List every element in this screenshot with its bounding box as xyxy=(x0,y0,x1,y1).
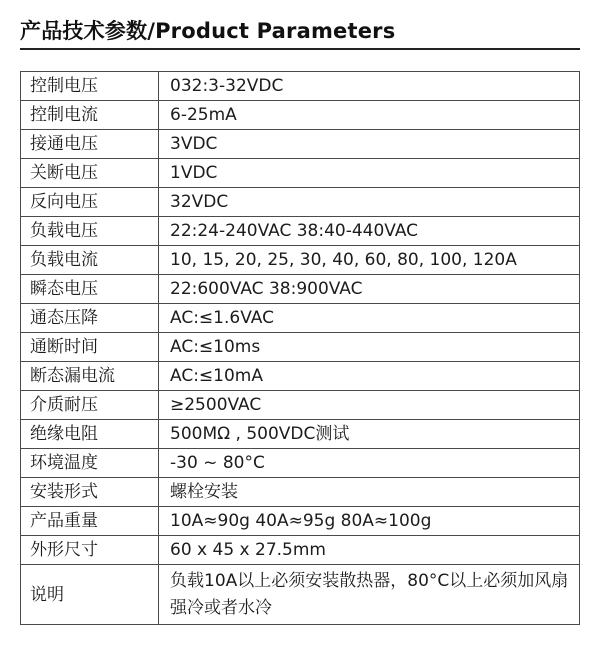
param-value: 032:3-32VDC xyxy=(159,72,580,101)
param-label: 关断电压 xyxy=(21,159,159,188)
param-value: 负载10A以上必须安装散热器，80°C以上必须加风扇强冷或者水冷 xyxy=(159,565,580,625)
table-row-off-state-leakage xyxy=(21,362,580,391)
param-label: 说明 xyxy=(21,565,159,625)
table-row-load-current xyxy=(21,246,580,275)
page-title: 产品技术参数/Product Parameters xyxy=(20,19,396,43)
param-label: 安装形式 xyxy=(21,478,159,507)
table-row-dimensions xyxy=(21,536,580,565)
param-label: 通态压降 xyxy=(21,304,159,333)
param-value: AC:≤1.6VAC xyxy=(159,304,580,333)
table-row-on-state-drop xyxy=(21,304,580,333)
table-row-ambient-temperature xyxy=(21,449,580,478)
parameters-table xyxy=(20,71,580,625)
param-value: 10, 15, 20, 25, 30, 40, 60, 80, 100, 120A xyxy=(159,246,580,275)
param-value: ≥2500VAC xyxy=(159,391,580,420)
table-row-control-voltage xyxy=(21,72,580,101)
param-label: 介质耐压 xyxy=(21,391,159,420)
param-label: 反向电压 xyxy=(21,188,159,217)
param-value: 60 x 45 x 27.5mm xyxy=(159,536,580,565)
table-row-load-voltage xyxy=(21,217,580,246)
param-label: 控制电流 xyxy=(21,101,159,130)
param-value: -30 ~ 80°C xyxy=(159,449,580,478)
param-label: 通断时间 xyxy=(21,333,159,362)
param-label: 产品重量 xyxy=(21,507,159,536)
table-row-insulation-resistance xyxy=(21,420,580,449)
title-divider xyxy=(20,48,580,50)
param-label: 接通电压 xyxy=(21,130,159,159)
param-label: 负载电流 xyxy=(21,246,159,275)
table-row-switching-time xyxy=(21,333,580,362)
param-label: 断态漏电流 xyxy=(21,362,159,391)
table-row-product-weight xyxy=(21,507,580,536)
param-label: 绝缘电阻 xyxy=(21,420,159,449)
param-value: 螺栓安装 xyxy=(159,478,580,507)
table-row-turn-on-voltage xyxy=(21,130,580,159)
param-value: 500MΩ , 500VDC测试 xyxy=(159,420,580,449)
table-row-mounting-type xyxy=(21,478,580,507)
table-row-notes xyxy=(21,565,580,625)
param-value: 10A≈90g 40A≈95g 80A≈100g xyxy=(159,507,580,536)
param-label: 外形尺寸 xyxy=(21,536,159,565)
table-row-reverse-voltage xyxy=(21,188,580,217)
param-label: 瞬态电压 xyxy=(21,275,159,304)
param-value: 3VDC xyxy=(159,130,580,159)
param-label: 控制电压 xyxy=(21,72,159,101)
param-value: 22:600VAC 38:900VAC xyxy=(159,275,580,304)
param-value: 32VDC xyxy=(159,188,580,217)
param-value: 6-25mA xyxy=(159,101,580,130)
param-value: AC:≤10mA xyxy=(159,362,580,391)
table-row-control-current xyxy=(21,101,580,130)
table-row-turn-off-voltage xyxy=(21,159,580,188)
table-row-dielectric-strength xyxy=(21,391,580,420)
param-label: 负载电压 xyxy=(21,217,159,246)
param-label: 环境温度 xyxy=(21,449,159,478)
param-value: 22:24-240VAC 38:40-440VAC xyxy=(159,217,580,246)
param-value: 1VDC xyxy=(159,159,580,188)
param-value: AC:≤10ms xyxy=(159,333,580,362)
table-row-transient-voltage xyxy=(21,275,580,304)
